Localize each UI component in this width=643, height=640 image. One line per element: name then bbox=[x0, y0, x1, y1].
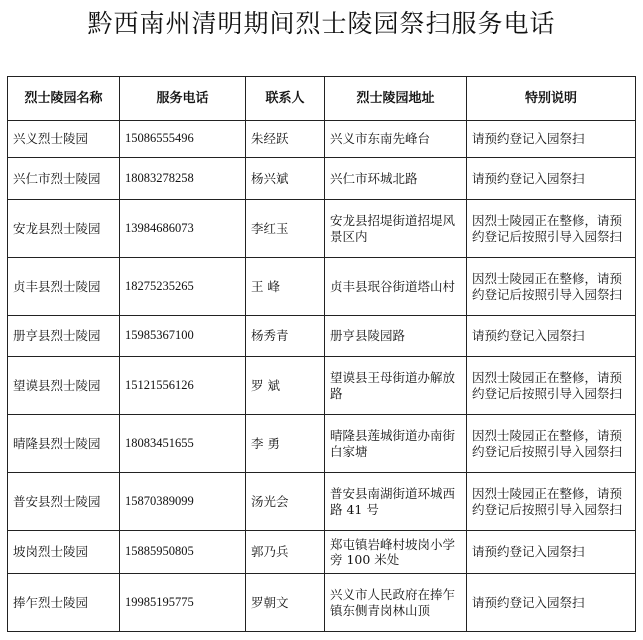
cell-contact: 汤光会 bbox=[246, 473, 325, 531]
table-row bbox=[8, 531, 636, 574]
cell-address: 兴仁市环城北路 bbox=[325, 158, 467, 200]
table-row bbox=[8, 258, 636, 316]
cell-note: 因烈士陵园正在整修，请预约登记后按照引导入园祭扫 bbox=[467, 258, 636, 316]
table-row bbox=[8, 415, 636, 473]
cell-phone: 19985195775 bbox=[120, 574, 246, 632]
header-contact: 联系人 bbox=[246, 77, 325, 121]
cell-address: 安龙县招堤街道招堤风景区内 bbox=[325, 200, 467, 258]
table-row bbox=[8, 121, 636, 158]
cell-phone: 15086555496 bbox=[120, 121, 246, 158]
cell-phone: 18083278258 bbox=[120, 158, 246, 200]
cell-contact: 杨秀青 bbox=[246, 316, 325, 357]
cell-name: 普安县烈士陵园 bbox=[8, 473, 120, 531]
cell-contact: 杨兴斌 bbox=[246, 158, 325, 200]
table-row bbox=[8, 574, 636, 632]
cell-address: 晴隆县莲城街道办南街白家塘 bbox=[325, 415, 467, 473]
cell-note: 因烈士陵园正在整修，请预约登记后按照引导入园祭扫 bbox=[467, 200, 636, 258]
cell-address: 兴义市人民政府在捧乍镇东侧青岗林山顶 bbox=[325, 574, 467, 632]
cell-phone: 15985367100 bbox=[120, 316, 246, 357]
header-phone: 服务电话 bbox=[120, 77, 246, 121]
cell-name: 安龙县烈士陵园 bbox=[8, 200, 120, 258]
table-header-row bbox=[8, 77, 636, 121]
table-row bbox=[8, 158, 636, 200]
table-row bbox=[8, 316, 636, 357]
cell-contact: 王 峰 bbox=[246, 258, 325, 316]
cell-note: 请预约登记入园祭扫 bbox=[467, 121, 636, 158]
cell-note: 请预约登记入园祭扫 bbox=[467, 158, 636, 200]
cell-name: 册亨县烈士陵园 bbox=[8, 316, 120, 357]
cell-contact: 郭乃兵 bbox=[246, 531, 325, 574]
header-address: 烈士陵园地址 bbox=[325, 77, 467, 121]
cell-contact: 罗 斌 bbox=[246, 357, 325, 415]
header-name: 烈士陵园名称 bbox=[8, 77, 120, 121]
cell-address: 册亨县陵园路 bbox=[325, 316, 467, 357]
cell-phone: 18083451655 bbox=[120, 415, 246, 473]
cell-note: 请预约登记入园祭扫 bbox=[467, 531, 636, 574]
cell-phone: 15121556126 bbox=[120, 357, 246, 415]
cell-name: 贞丰县烈士陵园 bbox=[8, 258, 120, 316]
cell-name: 坡岗烈士陵园 bbox=[8, 531, 120, 574]
table-row bbox=[8, 357, 636, 415]
cell-address: 郑屯镇岩峰村坡岗小学旁 100 米处 bbox=[325, 531, 467, 574]
cell-note: 因烈士陵园正在整修，请预约登记后按照引导入园祭扫 bbox=[467, 357, 636, 415]
cell-address: 望谟县王母街道办解放路 bbox=[325, 357, 467, 415]
cell-phone: 15870389099 bbox=[120, 473, 246, 531]
cell-note: 请预约登记入园祭扫 bbox=[467, 574, 636, 632]
cell-name: 晴隆县烈士陵园 bbox=[8, 415, 120, 473]
cell-note: 因烈士陵园正在整修，请预约登记后按照引导入园祭扫 bbox=[467, 415, 636, 473]
table-row bbox=[8, 200, 636, 258]
cell-contact: 李 勇 bbox=[246, 415, 325, 473]
cell-name: 捧乍烈士陵园 bbox=[8, 574, 120, 632]
cell-note: 请预约登记入园祭扫 bbox=[467, 316, 636, 357]
cell-address: 贞丰县珉谷街道塔山村 bbox=[325, 258, 467, 316]
cell-address: 兴义市东南先峰台 bbox=[325, 121, 467, 158]
cell-note: 因烈士陵园正在整修，请预约登记后按照引导入园祭扫 bbox=[467, 473, 636, 531]
memorial-phone-table bbox=[7, 76, 636, 632]
cell-name: 望谟县烈士陵园 bbox=[8, 357, 120, 415]
cell-contact: 朱经跃 bbox=[246, 121, 325, 158]
cell-contact: 罗朝文 bbox=[246, 574, 325, 632]
cell-phone: 15885950805 bbox=[120, 531, 246, 574]
cell-address: 普安县南湖街道环城西路 41 号 bbox=[325, 473, 467, 531]
cell-name: 兴仁市烈士陵园 bbox=[8, 158, 120, 200]
cell-contact: 李红玉 bbox=[246, 200, 325, 258]
table-row bbox=[8, 473, 636, 531]
header-note: 特别说明 bbox=[467, 77, 636, 121]
cell-phone: 18275235265 bbox=[120, 258, 246, 316]
cell-phone: 13984686073 bbox=[120, 200, 246, 258]
cell-name: 兴义烈士陵园 bbox=[8, 121, 120, 158]
page-title: 黔西南州清明期间烈士陵园祭扫服务电话 bbox=[87, 9, 556, 38]
